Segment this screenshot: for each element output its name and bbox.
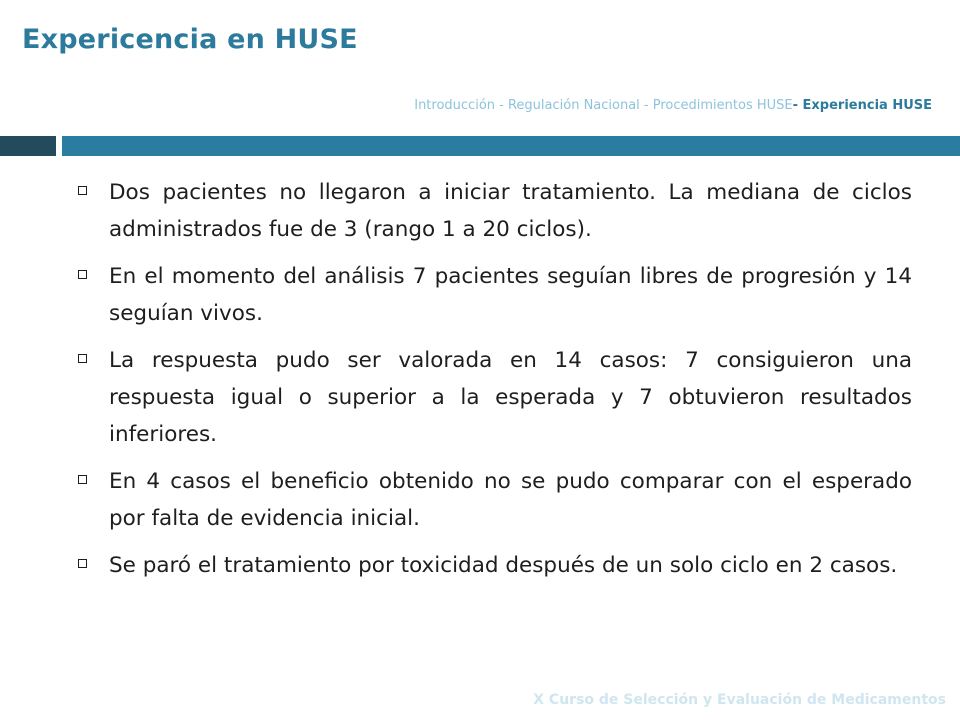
bullet-item	[76, 258, 912, 332]
breadcrumb-active: - Experiencia HUSE	[792, 98, 932, 113]
bullet-item	[76, 342, 912, 453]
slide-title: Expericencia en HUSE	[22, 24, 358, 55]
bullet-text: En el momento del análisis 7 pacientes seguían libres de progresión y 14 seguían vivos.	[109, 264, 912, 326]
square-bullet-icon	[78, 186, 87, 195]
bullet-item	[76, 463, 912, 537]
square-bullet-icon	[78, 354, 87, 363]
bullet-text: Se paró el tratamiento por toxicidad después de un solo ciclo en 2 casos.	[109, 553, 898, 578]
header-bar-right	[62, 136, 960, 156]
bullet-text: La respuesta pudo ser valorada en 14 casos: 7 consiguieron una respuesta igual o superior a la esperada y 7 obtuvieron resultados inferiores.	[109, 348, 912, 447]
square-bullet-icon	[78, 270, 87, 279]
square-bullet-icon	[78, 559, 87, 568]
bullet-text: Dos pacientes no llegaron a iniciar tratamiento. La mediana de ciclos administrados fue de 3 (rango 1 a 20 ciclos).	[109, 180, 912, 242]
breadcrumb	[414, 98, 932, 113]
breadcrumb-inactive: Introducción - Regulación Nacional - Procedimientos HUSE	[414, 98, 793, 113]
footer-course-name: X Curso de Selección y Evaluación de Medicamentos	[533, 692, 946, 708]
bullet-text: En 4 casos el beneficio obtenido no se pudo comparar con el esperado por falta de evidencia inicial.	[109, 469, 912, 531]
bullet-item	[76, 174, 912, 248]
square-bullet-icon	[78, 475, 87, 484]
bullet-item	[76, 547, 912, 584]
bullet-list	[76, 174, 912, 594]
header-bar-left	[0, 136, 56, 156]
